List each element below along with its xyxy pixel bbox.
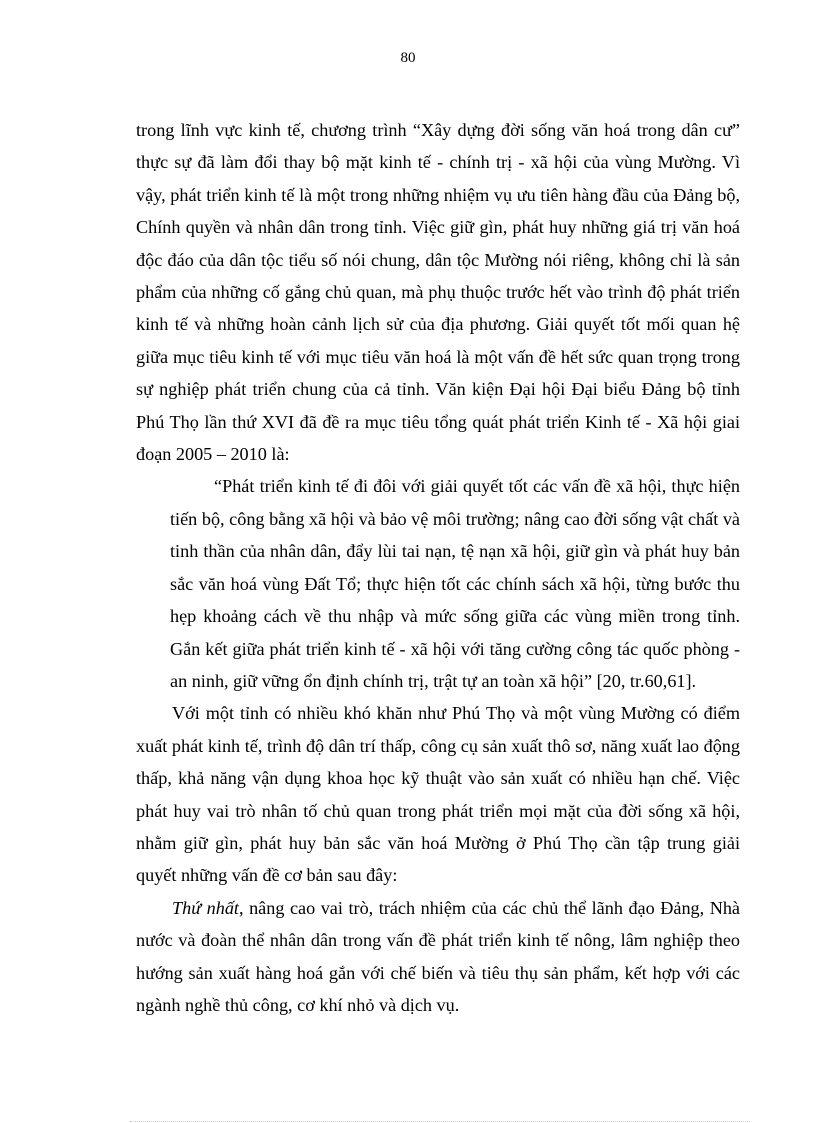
paragraph-context: Với một tỉnh có nhiều khó khăn như Phú Thọ và một vùng Mường có điểm xuất phát kinh tế, trình độ dân trí thấp, công cụ sản xuất thô sơ, năng xuất lao động thấp, khả năng vận dụng khoa học kỹ thuật vào sản xuất có nhiều hạn chế. Việc phát huy vai trò nhân tố chủ quan trong phát triển mọi mặt của đời sống xã hội, nhằm giữ gìn, phát huy bản sắc văn hoá Mường ở Phú Thọ cần tập trung giải quyết những vấn đề cơ bản sau đây:	[136, 703, 740, 886]
page-number: 80	[400, 50, 416, 66]
paragraph-first-point	[136, 892, 740, 1022]
paragraph-continuation: trong lĩnh vực kinh tế, chương trình “Xây dựng đời sống văn hoá trong dân cư” thực sự đã làm đổi thay bộ mặt kinh tế - chính trị - xã hội của vùng Mường. Vì vậy, phát triển kinh tế là một trong những nhiệm vụ ưu tiên hàng đầu của Đảng bộ, Chính quyền và nhân dân trong tỉnh. Việc giữ gìn, phát huy những giá trị văn hoá độc đáo của dân tộc tiểu số nói chung, dân tộc Mường nói riêng, không chỉ là sản phẩm của những cố gắng chủ quan, mà phụ thuộc trước hết vào trình độ phát triển kinh tế và những hoàn cảnh lịch sử của địa phương. Giải quyết tốt mối quan hệ giữa mục tiêu kinh tế với mục tiêu văn hoá là một vấn đề hết sức quan trọng trong sự nghiệp phát triển chung của cả tỉnh. Văn kiện Đại hội Đại biểu Đảng bộ tỉnh Phú Thọ lần thứ XVI đã đề ra mục tiêu tổng quát phát triển Kinh tế - Xã hội giai đoạn 2005 – 2010 là:	[136, 120, 740, 465]
page-bottom-divider	[130, 1121, 750, 1122]
document-body	[136, 114, 740, 1021]
first-point-lead: Thứ nhất	[172, 897, 239, 918]
block-quote: “Phát triển kinh tế đi đôi với giải quyết tốt các vấn đề xã hội, thực hiện tiến bộ, công bằng xã hội và bảo vệ môi trường; nâng cao đời sống vật chất và tinh thần của nhân dân, đẩy lùi tai nạn, tệ nạn xã hội, giữ gìn và phát huy bản sắc văn hoá vùng Đất Tổ; thực hiện tốt các chính sách xã hội, từng bước thu hẹp khoảng cách về thu nhập và mức sống giữa các vùng miền trong tỉnh. Gắn kết giữa phát triển kinh tế - xã hội với tăng cường công tác quốc phòng - an ninh, giữ vững ổn định chính trị, trật tự an toàn xã hội” [20, tr.60,61].	[170, 476, 740, 691]
first-point-text: , nâng cao vai trò, trách nhiệm của các chủ thể lãnh đạo Đảng, Nhà nước và đoàn thể nhân dân trong vấn đề phát triển kinh tế nông, lâm nghiệp theo hướng sản xuất hàng hoá gắn với chế biến và tiêu thụ sản phẩm, kết hợp với các ngành nghề thủ công, cơ khí nhỏ và dịch vụ.	[136, 897, 741, 1015]
